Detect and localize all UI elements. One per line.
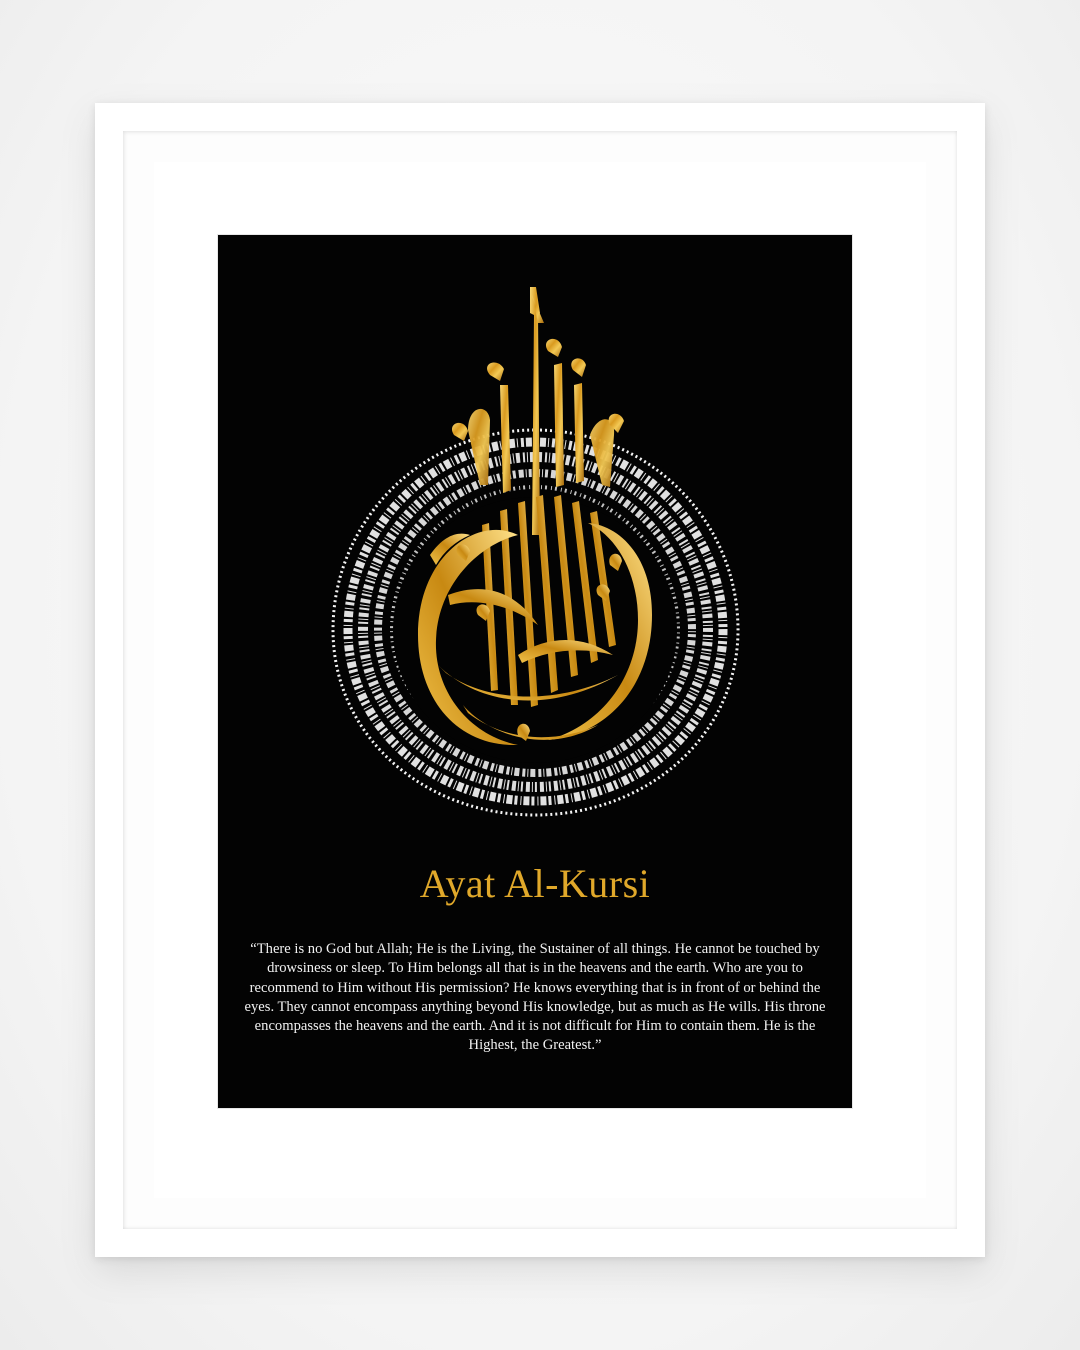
poster-title: Ayat Al-Kursi	[419, 861, 651, 906]
translation-text: “There is no God but Allah; He is the Living, the Sustainer of all things. He cannot be touched by drowsiness or sleep. To Him belongs all that is in the heavens and the earth. Who are you to recommend to Him without His permission? He knows everything that is in front of or behind the eyes. They cannot encompass anything beyond His knowledge, but as much as He wills. His throne encompasses the heavens and the earth. And it is not difficult for Him to contain them. He is the Highest, the Greatest.”	[244, 941, 826, 1054]
calligraphy-artwork	[218, 235, 852, 855]
poster-print	[218, 235, 852, 1108]
